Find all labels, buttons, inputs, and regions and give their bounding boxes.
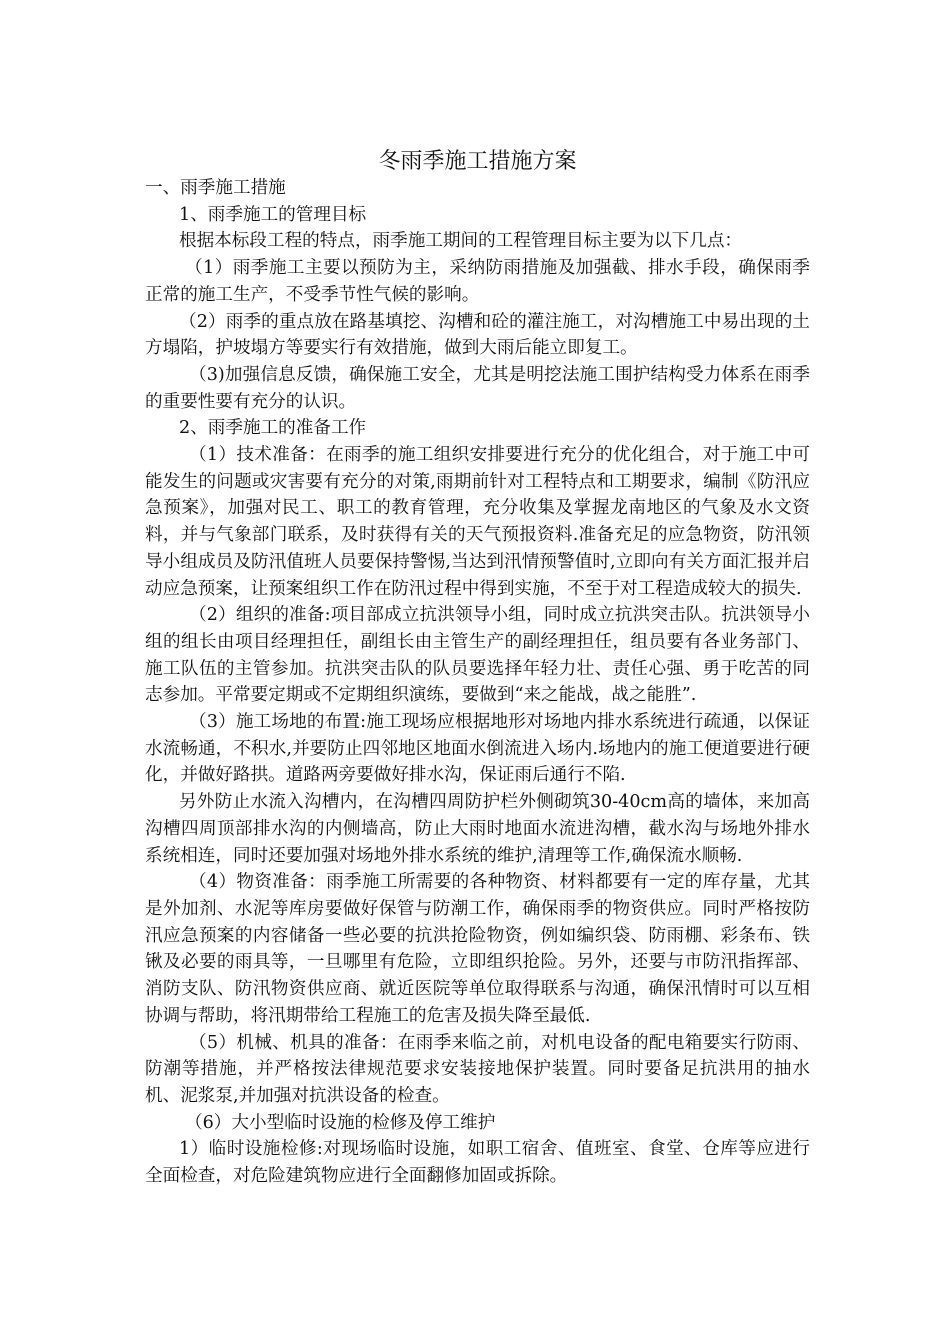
paragraph: （2）雨季的重点放在路基填挖、沟槽和砼的灌注施工，对沟槽施工中易出现的土方塌陷，护坡塌方等要实行有效措施，做到大雨后能立即复工。 bbox=[145, 311, 810, 359]
paragraph: （3)加强信息反馈，确保施工安全，尤其是明挖法施工围护结构受力体系在雨季的重要性要有充分的认识。 bbox=[145, 364, 810, 412]
paragraph: （6）大小型临时设施的检修及停工维护 bbox=[185, 1112, 496, 1133]
paragraph: 根据本标段工程的特点，雨季施工期间的工程管理目标主要为以下几点： bbox=[179, 231, 743, 252]
paragraph: （5）机械、机具的准备：在雨季来临之前，对机电设备的配电箱要实行防雨、防潮等措施，并严格按法律规范要求安装接地保护装置。同时要备足抗洪用的抽水机、泥浆泵,并加强对抗洪设备的检查。 bbox=[145, 1032, 810, 1106]
paragraph: （2）组织的准备:项目部成立抗洪领导小组，同时成立抗洪突击队。抗洪领导小组的组长由项目经理担任，副组长由主管生产的副经理担任，组员要有各业务部门、施工队伍的主管参加。抗洪突击队的队员要选择年轻力壮、责任心强、勇于吃苦的同志参加。平常要定期或不定期组织演练，要做到“来之能战，战之能胜”. bbox=[145, 605, 810, 706]
document-title: 冬雨季施工措施方案 bbox=[378, 149, 577, 174]
paragraph: （3）施工场地的布置:施工现场应根据地形对场地内排水系统进行疏通，以保证水流畅通，不积水,并要防止四邻地区地面水倒流进入场内.场地内的施工便道要进行硬化，并做好路拱。道路两旁要做好排水沟，保证雨后通行不陷. bbox=[145, 712, 810, 786]
subsection-heading: 1、雨季施工的管理目标 bbox=[179, 204, 367, 225]
paragraph: 1）临时设施检修:对现场临时设施，如职工宿舍、值班室、食堂、仓库等应进行全面检查，对危险建筑物应进行全面翻修加固或拆除。 bbox=[145, 1139, 810, 1187]
paragraph: 另外防止水流入沟槽内，在沟槽四周防护栏外侧砌筑30-40cm高的墙体，来加高沟槽四周顶部排水沟的内侧墙高，防止大雨时地面水流进沟槽，截水沟与场地外排水系统相连，同时还要加强对场地外排水系统的维护,清理等工作,确保流水顺畅. bbox=[145, 792, 810, 866]
subsection-heading: 2、雨季施工的准备工作 bbox=[179, 418, 367, 439]
paragraph: （1）雨季施工主要以预防为主，采纳防雨措施及加强截、排水手段，确保雨季正常的施工生产，不受季节性气候的影响。 bbox=[145, 258, 810, 305]
paragraph: （1）技术准备：在雨季的施工组织安排要进行充分的优化组合，对于施工中可能发生的问题或灾害要有充分的对策,雨期前针对工程特点和工期要求，编制《防汛应急预案》，加强对民工、职工的教育管理，充分收集及掌握龙南地区的气象及水文资料，并与气象部门联系，及时获得有关的天气预报资料.准备充足的应急物资，防汛领导小组成员及防汛值班人员要保持警惕,当达到汛情预警值时,立即向有关方面汇报并启动应急预案，让预案组织工作在防汛过程中得到实施，不至于对工程造成较大的损失. bbox=[145, 445, 810, 599]
document-page bbox=[145, 148, 810, 1190]
section-heading: 一、雨季施工措施 bbox=[145, 178, 286, 198]
paragraph: （4）物资准备：雨季施工所需要的各种物资、材料都要有一定的库存量，尤其是外加剂、水泥等库房要做好保管与防潮工作，确保雨季的物资供应。同时严格按防汛应急预案的内容储备一些必要的抗洪抢险物资，例如编织袋、防雨棚、彩条布、铁锹及必要的雨具等，一旦哪里有危险，立即组织抢险。另外，还要与市防汛指挥部、消防支队、防汛物资供应商、就近医院等单位取得联系与沟通，确保汛情时可以互相协调与帮助，将汛期带给工程施工的危害及损失降至最低. bbox=[145, 872, 810, 1026]
